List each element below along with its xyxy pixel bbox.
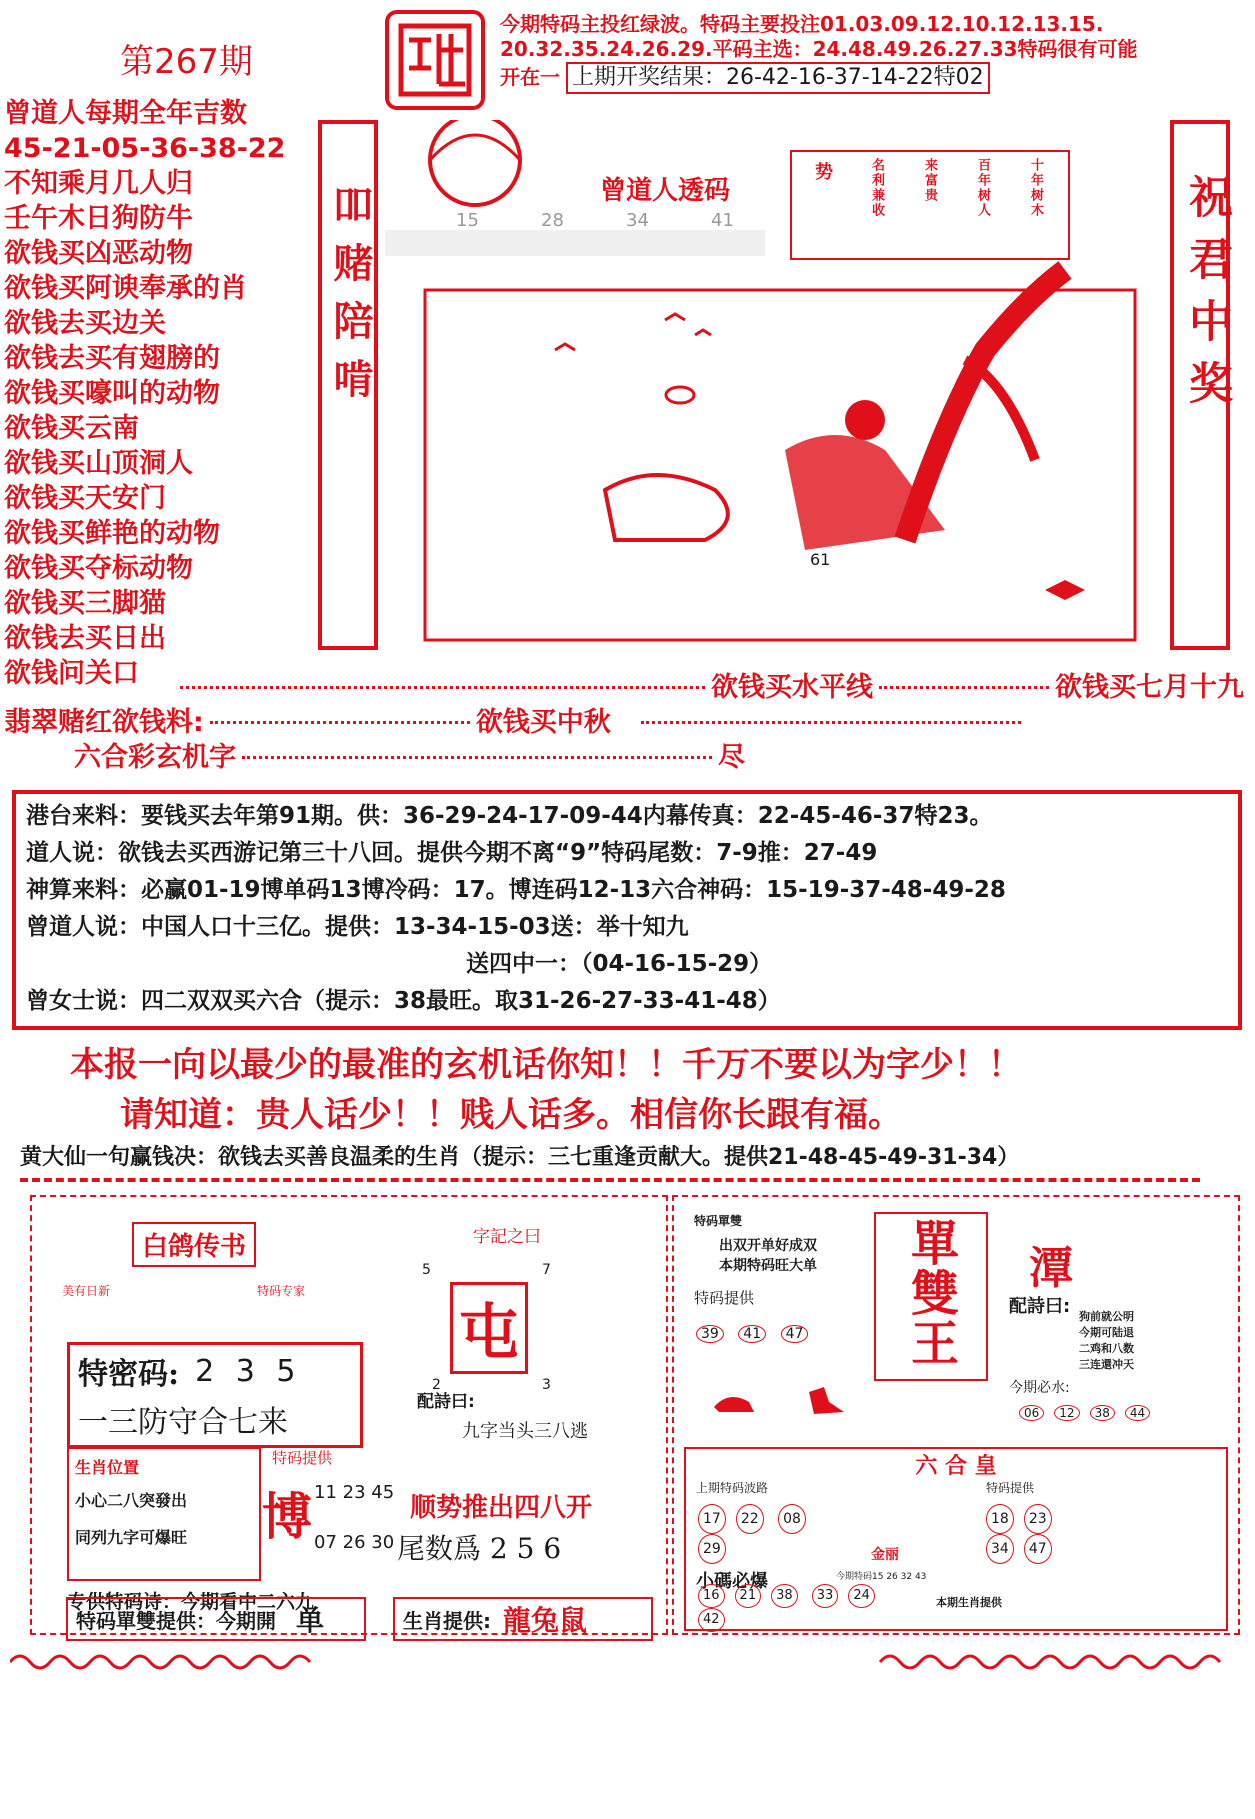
small-note-2: 特码专家 <box>257 1284 306 1298</box>
dsb-label: 特码單雙提供：今期開 <box>76 1608 276 1633</box>
ds-title: 特码單雙 <box>694 1214 743 1228</box>
riddle-line: 欲钱买天安门 <box>4 483 166 514</box>
header-line-1: 今期特码主投红绿波。特码主要投注01.03.09.12.10.12.13.15. <box>500 12 1104 36</box>
wave-num: 17 <box>698 1504 726 1534</box>
info-row-zengdaoren: 曾道人说：中国人口十三亿。提供：13-34-15-03送：举十知九 <box>26 914 689 940</box>
info-row-daoren: 道人说：欲钱去买西游记第三十八回。提供今期不离“9”特码尾数：7-9推：27-49 <box>26 840 878 866</box>
zi-title: 字記之曰 <box>473 1227 541 1247</box>
poem-line: 狗前就公明 <box>1079 1310 1134 1323</box>
zi-n3: 2 <box>432 1377 441 1393</box>
info-row-shensuan: 神算来料：必赢01-19博单码13博冷码：17。博连码12-13六合神码：15-19-37-48-49-28 <box>26 877 1006 903</box>
zodiac-label: 本期生肖提供 <box>936 1596 1002 1609</box>
picture-number: 15 <box>456 210 479 231</box>
tm-title: 特码提供 <box>272 1449 333 1467</box>
sx-box <box>67 1447 261 1581</box>
wave-title: 上期特码波路 <box>696 1481 769 1495</box>
riddle-line: 欲钱买夺标动物 <box>4 553 193 584</box>
slogan <box>50 1040 1240 1140</box>
jin-label: 金丽 <box>871 1547 899 1563</box>
left-riddles <box>4 96 324 691</box>
tm2-nums <box>986 1504 1096 1564</box>
info-box <box>12 790 1242 1030</box>
yisan-line: 一三防守合七来 <box>78 1405 288 1440</box>
pei-title: 配詩曰: <box>417 1392 475 1412</box>
slogan-line-1: 本报一向以最少的最准的玄机话你知！！千万不要以为字少！！ <box>70 1045 1022 1085</box>
te-digits: 2 3 5 <box>195 1353 302 1389</box>
bo-char: 博 <box>262 1487 312 1546</box>
info-row-songsi: 送四中一：（04-16-15-29） <box>466 951 773 977</box>
picture-right-box <box>790 150 1070 260</box>
star-line-2-label: 翡翠赌红欲钱料: <box>4 707 204 738</box>
xiao-num: 38 <box>771 1584 798 1608</box>
tm2-title: 特码提供 <box>986 1481 1035 1495</box>
small-note-1: 美有日新 <box>62 1284 111 1298</box>
riddle-line: 欲钱买三脚猫 <box>4 588 166 619</box>
left-scroll <box>318 120 378 650</box>
jinqi-nums <box>1019 1405 1160 1421</box>
jinqi-label: 今期必水: <box>1009 1380 1070 1396</box>
dsb-val: 单 <box>296 1604 325 1637</box>
te-box <box>67 1342 363 1448</box>
ds-tm-title: 特码提供 <box>694 1289 755 1307</box>
riddle-line: 欲钱买凶恶动物 <box>4 238 193 269</box>
poem-line: 今期可陆退 <box>1079 1326 1134 1339</box>
pei-text: 九字当头三八逃 <box>462 1421 588 1442</box>
left-scroll-text: 吅赌陪啃 <box>327 184 374 416</box>
sx-line-1: 小心二八突發出 <box>75 1491 188 1510</box>
info-row-zengnvshi: 曾女士说：四二双双买六合（提示：38最旺。取31-26-27-33-41-48） <box>26 988 781 1014</box>
wave-num: 08 <box>778 1504 806 1534</box>
xiao-num: 21 <box>735 1584 762 1608</box>
sx-tg-label: 生肖提供: <box>403 1608 491 1633</box>
sx-tg-val: 龍兔鼠 <box>503 1604 588 1637</box>
header-line-3: 开在一 <box>500 65 560 90</box>
tm-nums-1: 11 23 45 <box>314 1482 395 1503</box>
picture-area <box>385 120 1165 650</box>
wei-line: 尾数爲 2 5 6 <box>397 1532 562 1565</box>
info-row-gangtai: 港台来料：要钱买去年第91期。供：36-29-24-17-09-44内幕传真：22-45-46-37特23。 <box>26 803 993 829</box>
riddle-title: 曾道人每期全年吉数 <box>4 98 247 129</box>
riddle-line: 欲钱买云南 <box>4 413 139 444</box>
riddle-line: 不知乘月几人归 <box>4 168 193 199</box>
huang-line: 黄大仙一句赢钱决：欲钱去买善良温柔的生肖（提示：三七重逢贡献大。提供21-48-45-49-31-34） <box>20 1145 1020 1170</box>
jinqi-num: 12 <box>1054 1405 1079 1421</box>
picture-caption: 曾道人透码 <box>600 176 731 206</box>
big-chars: 單雙王 <box>902 1218 959 1368</box>
star-line-2-mid: 欲钱买中秋 <box>475 707 611 738</box>
xiao-num: 24 <box>848 1584 875 1608</box>
xiao-nums <box>698 1584 898 1632</box>
info-rows <box>16 794 1238 1024</box>
star-line-3-label: 六合彩玄机字 <box>74 742 236 773</box>
issue-number: 第267期 <box>120 42 253 82</box>
jinqi-num: 06 <box>1019 1405 1044 1421</box>
tm-box <box>262 1447 402 1577</box>
box-line: 势 <box>815 162 833 183</box>
animal-icons <box>714 1382 854 1422</box>
picture-numbers <box>425 210 765 231</box>
tm2-num: 34 <box>986 1534 1014 1564</box>
divider <box>20 1178 1200 1188</box>
slogan-line-2: 请知道：贵人话少！！贱人话多。相信你长跟有福。 <box>120 1095 902 1135</box>
riddle-line: 欲钱买嚎叫的动物 <box>4 378 220 409</box>
seal-icon <box>395 20 475 100</box>
xiao-num: 42 <box>698 1608 725 1632</box>
zi-n1: 5 <box>422 1262 431 1278</box>
riddle-line: 欲钱问关口 <box>4 658 139 689</box>
bottom-left-title: 白鸽传书 <box>132 1222 256 1267</box>
xiao-num: 33 <box>812 1584 839 1608</box>
ds-tm-nums <box>696 1325 818 1343</box>
star-lines <box>4 670 1244 775</box>
liuhe-title: 六 合 皇 <box>915 1454 997 1479</box>
te-label: 特密码: <box>78 1357 180 1392</box>
header <box>500 12 1245 94</box>
tm-num: 41 <box>738 1325 766 1343</box>
bottom-left-panel <box>30 1195 668 1635</box>
liuhe-box <box>684 1447 1228 1631</box>
br-pei: 配詩曰: <box>1009 1296 1071 1317</box>
wave-num: 29 <box>698 1534 726 1564</box>
bottom-border <box>10 1650 1240 1674</box>
tm2-num: 23 <box>1024 1504 1052 1534</box>
box-line: 名利兼收 <box>869 158 884 218</box>
xiao-num: 16 <box>698 1584 725 1608</box>
star-line-1-mid: 欲钱买水平线 <box>711 672 873 703</box>
seal-logo <box>385 10 485 110</box>
extra-line: 今期特码15 26 32 43 <box>836 1572 927 1582</box>
riddle-line: 欲钱买阿谀奉承的肖 <box>4 273 247 304</box>
riddle-line: 欲钱买山顶洞人 <box>4 448 193 479</box>
zi-n2: 7 <box>542 1262 551 1278</box>
riddle-line: 欲钱去买有翅膀的 <box>4 343 220 374</box>
poem-line: 三连還冲天 <box>1079 1358 1134 1371</box>
tm-num: 47 <box>781 1325 809 1343</box>
sx-title: 生肖位置 <box>75 1458 140 1477</box>
tm2-num: 47 <box>1024 1534 1052 1564</box>
xiao-title: 小碼必爆 <box>696 1571 768 1592</box>
box-line: 百年树人 <box>975 158 990 218</box>
sx-line-2: 同列九字可爆旺 <box>75 1528 188 1547</box>
br-poem <box>1079 1309 1134 1373</box>
jinqi-num: 44 <box>1125 1405 1150 1421</box>
poem-line: 二鸡和八数 <box>1079 1342 1134 1355</box>
zhuan-line: 专供特码诗：今期看中二六九 <box>67 1591 315 1613</box>
picture-number: 41 <box>711 210 734 231</box>
header-line-2: 20.32.35.24.26.29.平码主选：24.48.49.26.27.33特码很有可能 <box>500 37 1138 61</box>
wave-nums <box>698 1504 818 1564</box>
picture-bottom-number: 61 <box>810 550 831 569</box>
riddle-line: 欲钱买鲜艳的动物 <box>4 518 220 549</box>
sx-tg-box <box>393 1597 653 1641</box>
star-line-1-end: 欲钱买七月十九 <box>1055 672 1244 703</box>
tm-nums-2: 07 26 30 <box>314 1532 395 1553</box>
dsb-box <box>66 1597 366 1641</box>
picture-number: 28 <box>541 210 564 231</box>
box-line: 来富贵 <box>922 158 937 203</box>
zi-n4: 3 <box>542 1377 551 1393</box>
star-line-3-end: 尽 <box>718 742 745 773</box>
lucky-numbers: 45-21-05-36-38-22 <box>4 133 286 164</box>
tm2-num: 18 <box>986 1504 1014 1534</box>
riddle-line: 壬午木日狗防牛 <box>4 203 193 234</box>
bottom-right-panel <box>672 1195 1240 1635</box>
tm-num: 39 <box>696 1325 724 1343</box>
riddle-line: 欲钱去买边关 <box>4 308 166 339</box>
last-result: 上期开奖结果：26-42-16-37-14-22特02 <box>566 62 990 94</box>
right-scroll-text: 祝君中奖 <box>1181 174 1232 422</box>
picture-number: 34 <box>626 210 649 231</box>
wave-num: 22 <box>736 1504 764 1534</box>
jinqi-num: 38 <box>1090 1405 1115 1421</box>
box-line: 十年树木 <box>1028 158 1043 218</box>
ds-line-1: 出双开单好成双 <box>719 1238 817 1254</box>
shun-line: 顺势推出四八开 <box>410 1493 593 1523</box>
right-scroll <box>1170 120 1230 650</box>
big-right-char: 潭 <box>1029 1243 1073 1294</box>
big-chars-box <box>874 1212 988 1381</box>
riddle-line: 欲钱去买日出 <box>4 623 166 654</box>
zi-char: 屯 <box>450 1282 528 1374</box>
ds-line-2: 本期特码旺大单 <box>719 1258 817 1274</box>
